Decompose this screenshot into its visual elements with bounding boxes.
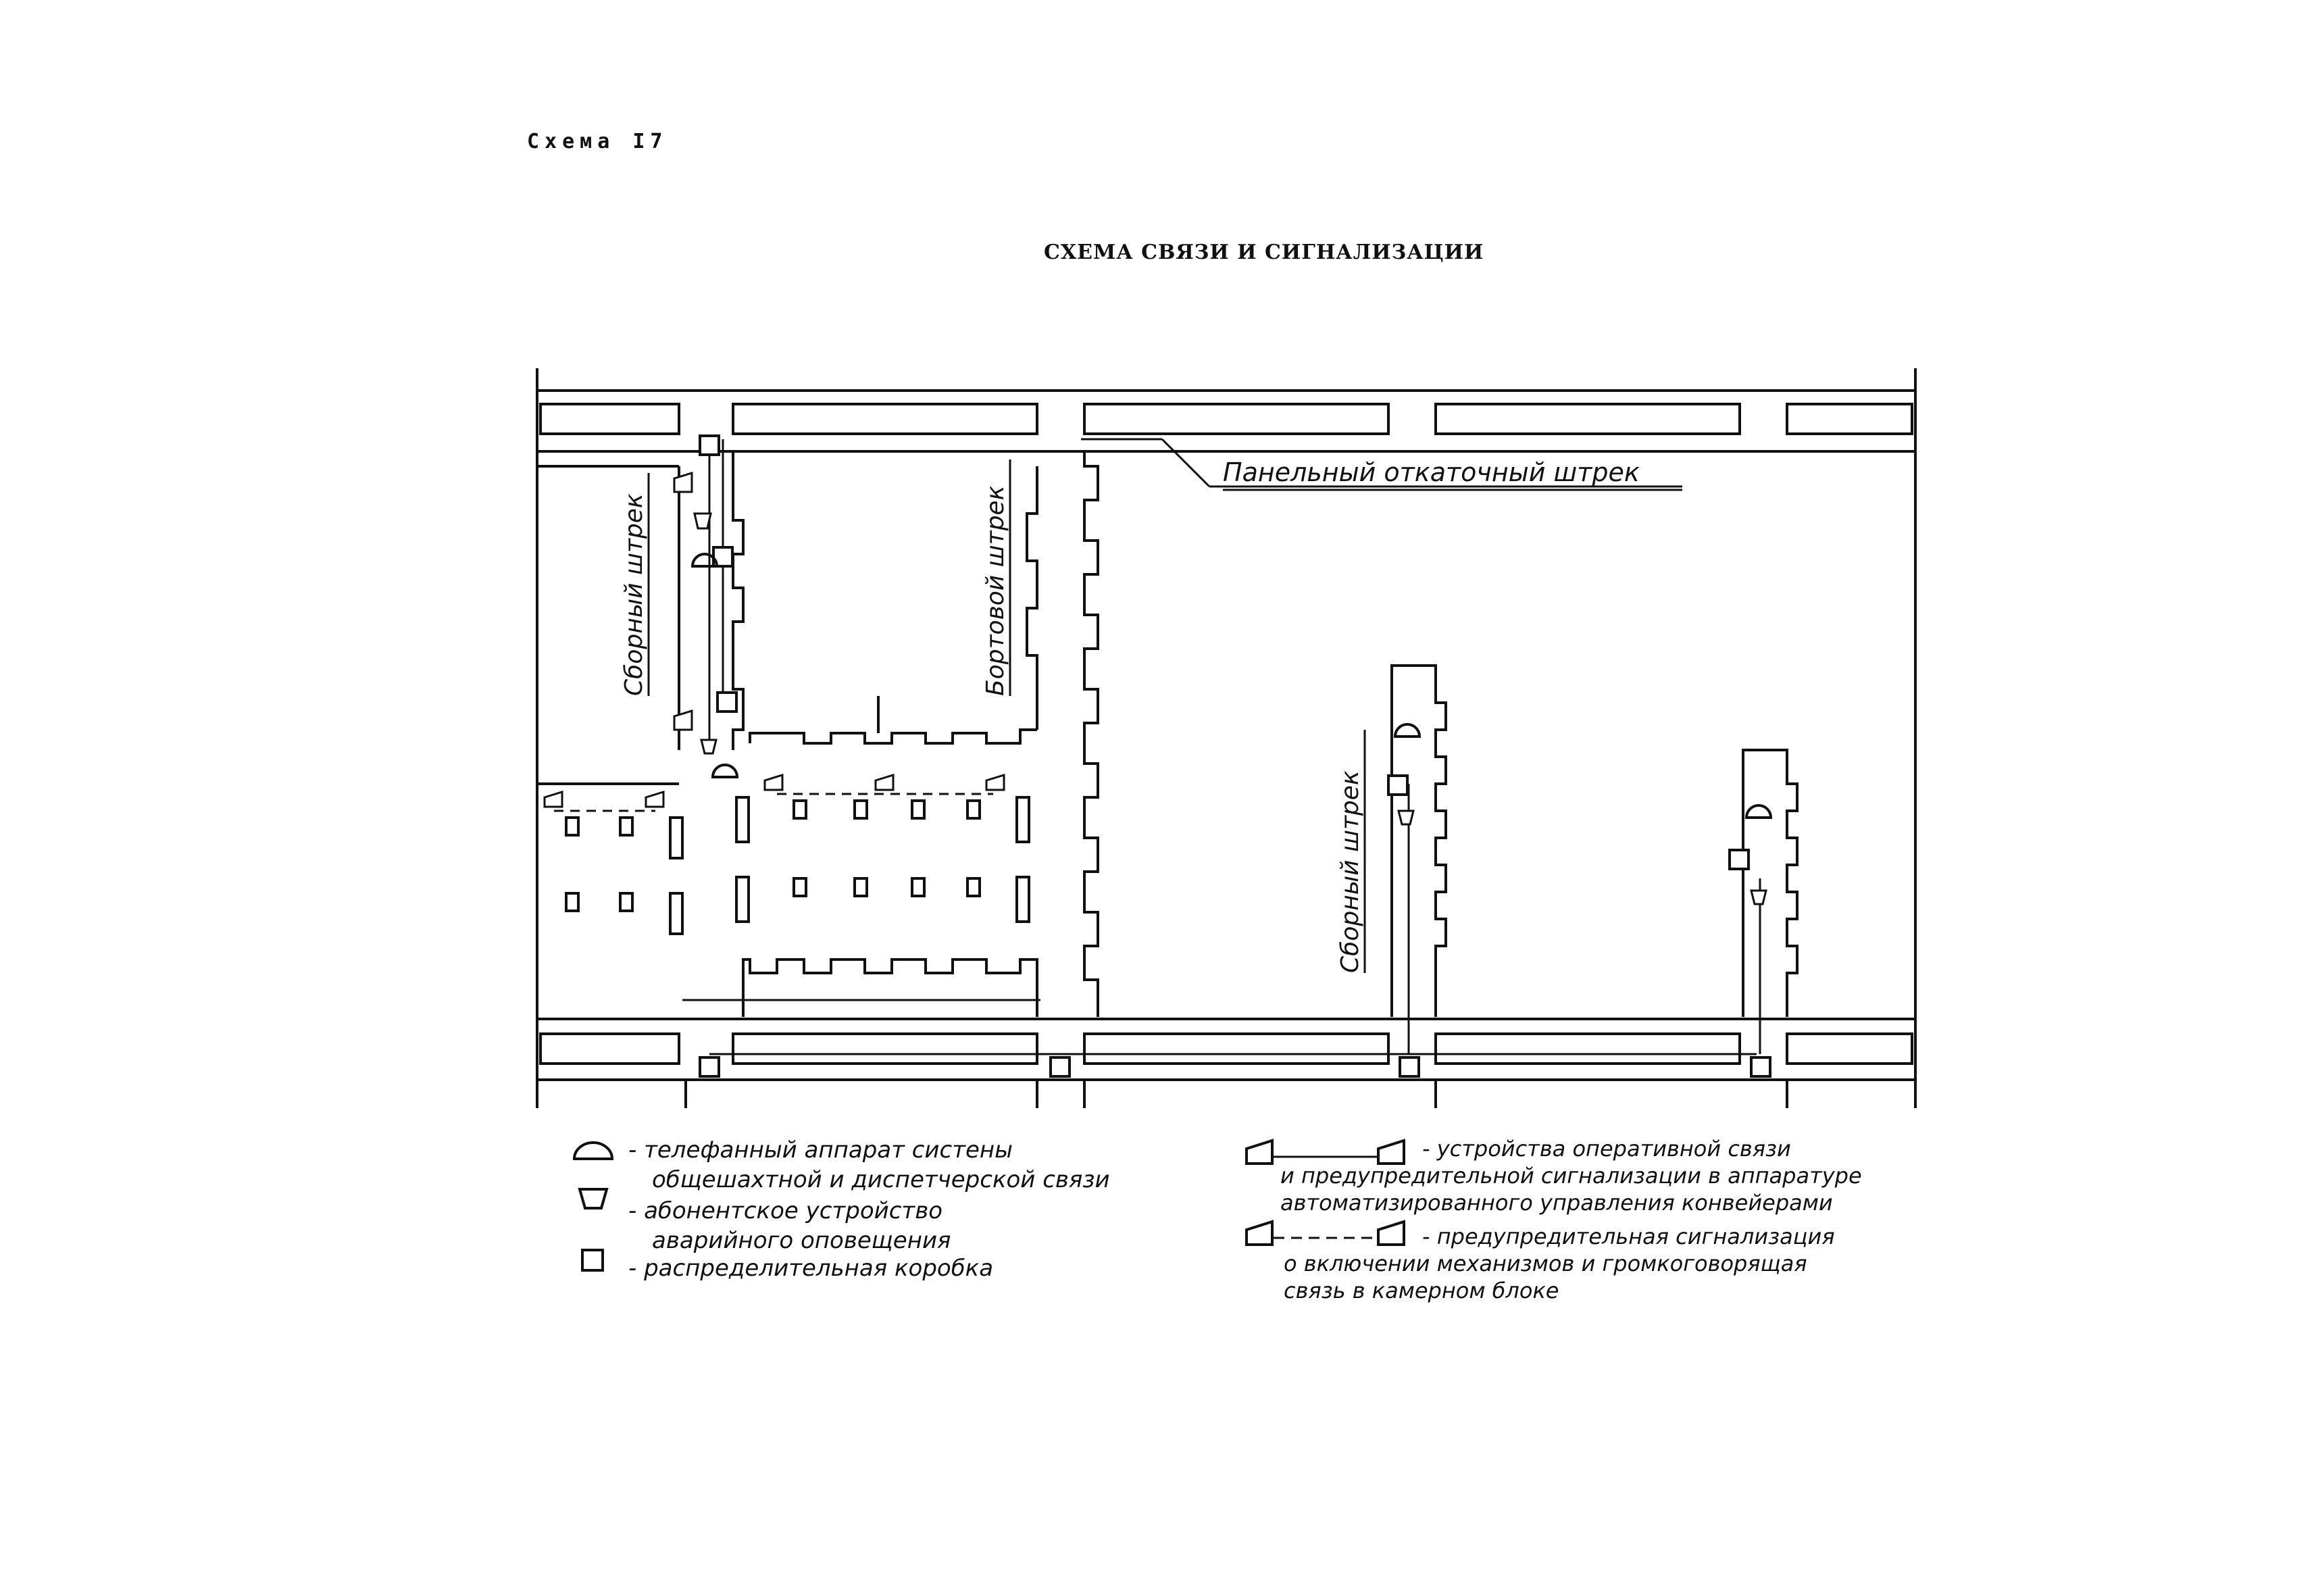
telephone-icon [1746,805,1771,818]
chamber-block-2 [1743,750,1797,1017]
label-collector-drift-left: Сборный штрек [620,493,648,696]
dashed-signal-lines [554,794,993,811]
junction-box-icon [1751,1057,1770,1076]
bottom-panel-drift [537,1019,1915,1108]
junction-box-icon [1051,1057,1070,1076]
signal-device-icon [986,775,1004,790]
signal-device-icon [765,775,782,790]
label-collector-drift-right: Сборный штрек [1336,770,1364,973]
legend-junction-line1: - распределительная коробка [628,1255,994,1282]
legend-warning-line3: связь в камерном блоке [1284,1278,1559,1303]
scheme-number: Схема I7 [527,130,668,153]
junction-boxes [700,436,1770,1076]
legend-junction [628,1253,993,1283]
legend-warning-cont [1284,1250,1807,1304]
signal-device-icon [876,775,893,790]
junction-box-icon [700,1057,719,1076]
top-panel-drift [537,391,1915,451]
signal-device-pair-icon [1247,1141,1272,1164]
legend-phone-line2: общешахтной и диспетчерской связи [652,1166,1110,1193]
junction-box-icon [1388,776,1407,795]
legend-warning-line1: - предупредительная сигнализация [1422,1224,1835,1249]
cable-lines [682,439,1760,1054]
loudspeaker-icon [1399,811,1413,824]
loudspeaker-icon [701,740,716,753]
legend-warning-line2: о включении механизмов и громкоговорящая [1284,1251,1807,1276]
legend-subscriber-line2: аварийного оповещения [652,1227,951,1254]
telephones [693,554,1771,818]
legend-subscriber-line1: - абонентское устройство [628,1197,943,1224]
loudspeaker-icon [580,1189,607,1208]
junction-box-icon [718,693,736,712]
legend-subscriber [628,1196,951,1255]
telephone-icon [574,1143,612,1159]
junction-box-icon [1730,850,1749,869]
loudspeaker-icon [695,514,711,528]
pillars-left [566,797,1029,934]
junction-box-icon [700,436,719,455]
signal-device-icon [674,711,692,730]
label-side-drift: Бортовой штрек [982,485,1009,696]
legend-operative-line2: и предупредительной сигнализации в аппаратуре [1280,1163,1862,1189]
telephone-icon [1395,724,1419,737]
label-panel-drift: Панельный откаточный штрек [1223,457,1640,487]
legend-warning [1422,1223,1835,1250]
loudspeakers [695,514,1766,904]
loudspeaker-icon [1751,891,1766,904]
legend-operative-cont [1280,1162,1862,1216]
page-title: СХЕМА СВЯЗИ И СИГНАЛИЗАЦИИ [1044,241,1484,264]
legend-operative-line3: автоматизированного управления конвейерами [1280,1190,1833,1216]
signal-device-icon [674,473,692,492]
signal-device-pair-dashed-icon [1247,1222,1272,1245]
signal-device-icon [646,792,663,807]
junction-box-icon [582,1250,603,1270]
legend-operative-line1: - устройства оперативной связи [1422,1136,1791,1162]
side-drift-right-wall [1084,451,1098,1017]
legend-phone [628,1135,1110,1195]
junction-box-icon [1400,1057,1419,1076]
signal-device-icon [545,792,562,807]
telephone-icon [713,765,737,777]
legend-operative [1422,1135,1791,1162]
chamber-block-1 [1392,666,1446,1017]
signal-devices [545,473,1004,807]
legend-phone-line1: - телефанный аппарат систены [628,1137,1013,1164]
